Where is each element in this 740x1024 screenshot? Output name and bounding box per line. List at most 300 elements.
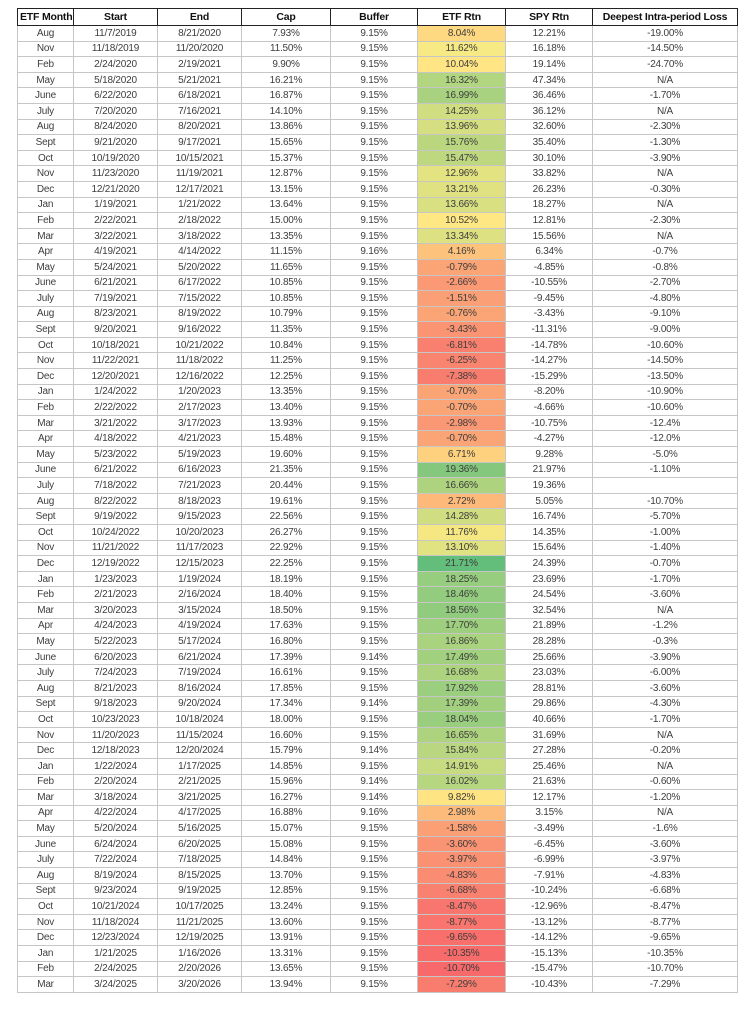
table-row [18,26,738,42]
cell-etf-month: Sept [18,509,74,525]
cell-end-date: 1/20/2023 [158,384,242,400]
cell-etf-return: 18.04% [418,712,506,728]
cell-cap: 15.65% [242,135,331,151]
cell-etf-return: -0.76% [418,306,506,322]
cell-spy-return: -12.96% [506,899,593,915]
cell-buffer: 9.15% [331,665,418,681]
cell-spy-return: 35.40% [506,135,593,151]
cell-spy-return: -10.24% [506,883,593,899]
cell-start-date: 1/21/2025 [74,946,158,962]
cell-spy-return: -10.55% [506,275,593,291]
cell-deepest-loss: N/A [593,197,738,213]
cell-cap: 13.15% [242,181,331,197]
cell-deepest-loss: -12.0% [593,431,738,447]
cell-buffer: 9.15% [331,306,418,322]
cell-spy-return: 28.28% [506,634,593,650]
cell-etf-return: 11.76% [418,525,506,541]
cell-etf-month: May [18,447,74,463]
cell-etf-return: 18.25% [418,571,506,587]
cell-start-date: 2/22/2022 [74,400,158,416]
cell-spy-return: -4.85% [506,259,593,275]
cell-deepest-loss: N/A [593,72,738,88]
cell-start-date: 11/20/2023 [74,727,158,743]
table-row [18,493,738,509]
cell-deepest-loss: -8.77% [593,914,738,930]
cell-spy-return: 24.54% [506,587,593,603]
cell-etf-month: July [18,103,74,119]
cell-start-date: 3/21/2022 [74,415,158,431]
cell-etf-return: -3.43% [418,322,506,338]
cell-etf-return: -3.97% [418,852,506,868]
cell-deepest-loss: -1.20% [593,790,738,806]
cell-start-date: 8/21/2023 [74,680,158,696]
cell-buffer: 9.15% [331,415,418,431]
cell-etf-return: -3.60% [418,836,506,852]
cell-start-date: 1/24/2022 [74,384,158,400]
cell-etf-month: June [18,462,74,478]
cell-cap: 20.44% [242,478,331,494]
etf-returns-table [17,8,738,993]
table-row [18,883,738,899]
cell-etf-month: Aug [18,119,74,135]
cell-start-date: 2/24/2020 [74,57,158,73]
cell-spy-return: 28.81% [506,680,593,696]
cell-etf-month: Nov [18,727,74,743]
cell-cap: 12.25% [242,369,331,385]
cell-buffer: 9.15% [331,680,418,696]
cell-deepest-loss: -14.50% [593,353,738,369]
cell-cap: 13.40% [242,400,331,416]
cell-deepest-loss: -1.40% [593,540,738,556]
table-row [18,228,738,244]
cell-spy-return: 3.15% [506,805,593,821]
cell-etf-return: -9.65% [418,930,506,946]
cell-etf-return: 13.21% [418,181,506,197]
cell-buffer: 9.15% [331,899,418,915]
cell-etf-return: 17.70% [418,618,506,634]
cell-spy-return: -10.75% [506,415,593,431]
cell-deepest-loss: -0.8% [593,259,738,275]
cell-start-date: 3/24/2025 [74,977,158,993]
cell-cap: 10.85% [242,275,331,291]
cell-spy-return: -3.43% [506,306,593,322]
table-row [18,166,738,182]
table-row [18,72,738,88]
cell-start-date: 9/20/2021 [74,322,158,338]
cell-deepest-loss: -1.70% [593,571,738,587]
cell-end-date: 6/20/2025 [158,836,242,852]
cell-etf-return: 8.04% [418,26,506,42]
cell-start-date: 6/24/2024 [74,836,158,852]
cell-end-date: 4/21/2023 [158,431,242,447]
cell-deepest-loss: N/A [593,758,738,774]
cell-end-date: 6/18/2021 [158,88,242,104]
cell-end-date: 10/15/2021 [158,150,242,166]
cell-etf-month: Nov [18,41,74,57]
cell-spy-return: -14.27% [506,353,593,369]
cell-spy-return: 47.34% [506,72,593,88]
cell-deepest-loss: -3.97% [593,852,738,868]
cell-etf-month: Dec [18,743,74,759]
cell-end-date: 8/16/2024 [158,680,242,696]
cell-end-date: 4/14/2022 [158,244,242,260]
cell-spy-return: 26.23% [506,181,593,197]
cell-spy-return: 36.12% [506,103,593,119]
table-row [18,213,738,229]
cell-cap: 15.37% [242,150,331,166]
cell-cap: 22.25% [242,556,331,572]
cell-cap: 11.50% [242,41,331,57]
cell-end-date: 7/15/2022 [158,291,242,307]
table-row [18,743,738,759]
cell-cap: 13.24% [242,899,331,915]
cell-deepest-loss: -3.60% [593,680,738,696]
table-row [18,337,738,353]
cell-buffer: 9.15% [331,618,418,634]
cell-end-date: 10/21/2022 [158,337,242,353]
cell-end-date: 8/20/2021 [158,119,242,135]
cell-cap: 15.07% [242,821,331,837]
cell-cap: 13.35% [242,228,331,244]
cell-cap: 18.40% [242,587,331,603]
cell-end-date: 8/21/2020 [158,26,242,42]
cell-etf-return: -6.68% [418,883,506,899]
cell-buffer: 9.14% [331,649,418,665]
cell-end-date: 10/17/2025 [158,899,242,915]
table-row [18,150,738,166]
cell-cap: 16.80% [242,634,331,650]
cell-start-date: 12/20/2021 [74,369,158,385]
cell-cap: 13.70% [242,868,331,884]
cell-deepest-loss: -10.35% [593,946,738,962]
cell-deepest-loss: N/A [593,228,738,244]
cell-buffer: 9.15% [331,525,418,541]
cell-start-date: 8/22/2022 [74,493,158,509]
cell-buffer: 9.15% [331,571,418,587]
cell-buffer: 9.15% [331,712,418,728]
cell-etf-month: Mar [18,602,74,618]
col-header-end: End [158,9,242,26]
cell-start-date: 11/7/2019 [74,26,158,42]
cell-spy-return: 32.54% [506,602,593,618]
cell-spy-return: -15.13% [506,946,593,962]
cell-end-date: 3/21/2025 [158,790,242,806]
cell-buffer: 9.14% [331,790,418,806]
table-row [18,540,738,556]
col-header-buffer: Buffer [331,9,418,26]
cell-start-date: 1/19/2021 [74,197,158,213]
cell-deepest-loss: -4.83% [593,868,738,884]
cell-end-date: 12/20/2024 [158,743,242,759]
cell-deepest-loss: -0.30% [593,181,738,197]
table-row [18,618,738,634]
cell-etf-month: Feb [18,961,74,977]
cell-end-date: 11/17/2023 [158,540,242,556]
cell-etf-month: Dec [18,930,74,946]
cell-start-date: 6/21/2021 [74,275,158,291]
cell-etf-month: Jan [18,946,74,962]
cell-spy-return: -8.20% [506,384,593,400]
cell-cap: 17.34% [242,696,331,712]
cell-spy-return: 12.17% [506,790,593,806]
cell-cap: 13.31% [242,946,331,962]
cell-etf-month: Mar [18,790,74,806]
cell-etf-month: Dec [18,369,74,385]
cell-spy-return: 31.69% [506,727,593,743]
cell-end-date: 8/18/2023 [158,493,242,509]
cell-buffer: 9.15% [331,602,418,618]
cell-buffer: 9.15% [331,758,418,774]
cell-etf-return: 17.49% [418,649,506,665]
cell-buffer: 9.15% [331,228,418,244]
cell-deepest-loss: -6.68% [593,883,738,899]
cell-cap: 11.25% [242,353,331,369]
cell-buffer: 9.15% [331,166,418,182]
cell-spy-return: -13.12% [506,914,593,930]
cell-deepest-loss: -14.50% [593,41,738,57]
cell-etf-return: 17.92% [418,680,506,696]
cell-end-date: 7/16/2021 [158,103,242,119]
cell-etf-return: -10.70% [418,961,506,977]
cell-etf-month: Nov [18,914,74,930]
cell-start-date: 10/18/2021 [74,337,158,353]
cell-cap: 12.85% [242,883,331,899]
cell-cap: 10.79% [242,306,331,322]
cell-buffer: 9.15% [331,213,418,229]
cell-spy-return: 9.28% [506,447,593,463]
cell-etf-month: July [18,665,74,681]
cell-etf-return: 10.52% [418,213,506,229]
cell-etf-month: Mar [18,977,74,993]
cell-spy-return: 15.56% [506,228,593,244]
cell-start-date: 4/19/2021 [74,244,158,260]
cell-start-date: 12/23/2024 [74,930,158,946]
cell-etf-return: -8.47% [418,899,506,915]
cell-start-date: 3/22/2021 [74,228,158,244]
cell-start-date: 7/20/2020 [74,103,158,119]
cell-etf-return: 18.46% [418,587,506,603]
cell-buffer: 9.15% [331,914,418,930]
cell-spy-return: 21.89% [506,618,593,634]
cell-etf-month: Oct [18,899,74,915]
table-row [18,462,738,478]
cell-cap: 14.10% [242,103,331,119]
cell-buffer: 9.15% [331,868,418,884]
cell-start-date: 11/21/2022 [74,540,158,556]
cell-end-date: 2/19/2021 [158,57,242,73]
cell-start-date: 1/23/2023 [74,571,158,587]
cell-etf-return: 16.86% [418,634,506,650]
table-row [18,119,738,135]
cell-start-date: 2/20/2024 [74,774,158,790]
cell-end-date: 11/15/2024 [158,727,242,743]
cell-end-date: 8/15/2025 [158,868,242,884]
cell-start-date: 8/19/2024 [74,868,158,884]
cell-end-date: 5/16/2025 [158,821,242,837]
cell-end-date: 8/19/2022 [158,306,242,322]
cell-cap: 17.63% [242,618,331,634]
cell-start-date: 7/19/2021 [74,291,158,307]
cell-buffer: 9.15% [331,587,418,603]
cell-cap: 7.93% [242,26,331,42]
cell-cap: 9.90% [242,57,331,73]
cell-deepest-loss: -10.60% [593,337,738,353]
cell-end-date: 6/17/2022 [158,275,242,291]
cell-spy-return: 15.64% [506,540,593,556]
table-row [18,758,738,774]
cell-buffer: 9.15% [331,447,418,463]
cell-deepest-loss: -4.80% [593,291,738,307]
table-row [18,291,738,307]
cell-etf-return: -0.70% [418,431,506,447]
col-header-etf-month: ETF Month [18,9,74,26]
cell-spy-return: -11.31% [506,322,593,338]
table-row [18,181,738,197]
cell-etf-return: -0.70% [418,384,506,400]
cell-etf-month: Sept [18,322,74,338]
cell-start-date: 8/24/2020 [74,119,158,135]
cell-spy-return: -10.43% [506,977,593,993]
cell-end-date: 1/19/2024 [158,571,242,587]
cell-etf-return: 17.39% [418,696,506,712]
cell-cap: 26.27% [242,525,331,541]
cell-end-date: 2/17/2023 [158,400,242,416]
cell-etf-month: Nov [18,166,74,182]
cell-start-date: 6/20/2023 [74,649,158,665]
cell-spy-return: -15.47% [506,961,593,977]
cell-etf-month: Aug [18,306,74,322]
cell-start-date: 11/18/2019 [74,41,158,57]
cell-cap: 22.56% [242,509,331,525]
cell-deepest-loss: -1.00% [593,525,738,541]
cell-etf-return: 2.72% [418,493,506,509]
cell-spy-return: 12.81% [506,213,593,229]
cell-cap: 16.61% [242,665,331,681]
cell-etf-return: -1.51% [418,291,506,307]
cell-etf-return: 4.16% [418,244,506,260]
table-row [18,634,738,650]
table-row [18,790,738,806]
cell-cap: 18.00% [242,712,331,728]
cell-start-date: 6/22/2020 [74,88,158,104]
cell-etf-month: Oct [18,150,74,166]
cell-etf-return: 15.84% [418,743,506,759]
table-row [18,774,738,790]
cell-etf-month: Oct [18,337,74,353]
cell-etf-return: 13.10% [418,540,506,556]
cell-buffer: 9.15% [331,493,418,509]
cell-start-date: 5/23/2022 [74,447,158,463]
cell-cap: 14.84% [242,852,331,868]
table-row [18,852,738,868]
cell-buffer: 9.15% [331,119,418,135]
cell-etf-month: May [18,72,74,88]
col-header-etf-rtn: ETF Rtn [418,9,506,26]
col-header-deepest-loss: Deepest Intra-period Loss [593,9,738,26]
table-row [18,447,738,463]
cell-cap: 17.39% [242,649,331,665]
col-header-spy-rtn: SPY Rtn [506,9,593,26]
cell-deepest-loss: -0.7% [593,244,738,260]
cell-start-date: 3/20/2023 [74,602,158,618]
col-header-start: Start [74,9,158,26]
cell-etf-month: Oct [18,525,74,541]
cell-spy-return: 21.97% [506,462,593,478]
table-row [18,259,738,275]
table-row [18,353,738,369]
cell-start-date: 10/21/2024 [74,899,158,915]
cell-start-date: 9/18/2023 [74,696,158,712]
cell-spy-return: 36.46% [506,88,593,104]
cell-etf-month: Sept [18,883,74,899]
table-row [18,322,738,338]
cell-etf-month: Feb [18,774,74,790]
cell-spy-return: 40.66% [506,712,593,728]
cell-etf-month: Apr [18,244,74,260]
cell-buffer: 9.15% [331,197,418,213]
cell-buffer: 9.15% [331,322,418,338]
cell-cap: 13.35% [242,384,331,400]
cell-cap: 16.60% [242,727,331,743]
cell-start-date: 2/24/2025 [74,961,158,977]
cell-etf-return: -6.25% [418,353,506,369]
cell-etf-month: Mar [18,228,74,244]
table-row [18,103,738,119]
cell-etf-month: Feb [18,587,74,603]
cell-end-date: 12/17/2021 [158,181,242,197]
cell-etf-month: Aug [18,680,74,696]
cell-etf-return: -4.83% [418,868,506,884]
cell-etf-return: -7.38% [418,369,506,385]
cell-buffer: 9.15% [331,41,418,57]
cell-deepest-loss: -0.20% [593,743,738,759]
cell-buffer: 9.16% [331,244,418,260]
cell-buffer: 9.15% [331,821,418,837]
table-row [18,306,738,322]
cell-deepest-loss: -3.60% [593,836,738,852]
table-row [18,525,738,541]
cell-cap: 11.35% [242,322,331,338]
cell-etf-return: 10.04% [418,57,506,73]
cell-start-date: 12/19/2022 [74,556,158,572]
cell-end-date: 6/16/2023 [158,462,242,478]
cell-buffer: 9.15% [331,961,418,977]
cell-buffer: 9.15% [331,634,418,650]
cell-start-date: 10/19/2020 [74,150,158,166]
cell-spy-return: -4.66% [506,400,593,416]
cell-etf-return: 13.66% [418,197,506,213]
cell-start-date: 7/22/2024 [74,852,158,868]
cell-cap: 13.65% [242,961,331,977]
cell-end-date: 7/21/2023 [158,478,242,494]
cell-etf-return: 12.96% [418,166,506,182]
cell-spy-return: 24.39% [506,556,593,572]
cell-etf-return: -0.79% [418,259,506,275]
cell-cap: 21.35% [242,462,331,478]
cell-end-date: 12/16/2022 [158,369,242,385]
cell-start-date: 11/23/2020 [74,166,158,182]
cell-end-date: 6/21/2024 [158,649,242,665]
cell-end-date: 4/19/2024 [158,618,242,634]
cell-start-date: 11/18/2024 [74,914,158,930]
table-row [18,88,738,104]
cell-end-date: 10/18/2024 [158,712,242,728]
cell-end-date: 9/20/2024 [158,696,242,712]
cell-spy-return: -4.27% [506,431,593,447]
cell-start-date: 11/22/2021 [74,353,158,369]
cell-end-date: 7/18/2025 [158,852,242,868]
cell-start-date: 5/20/2024 [74,821,158,837]
